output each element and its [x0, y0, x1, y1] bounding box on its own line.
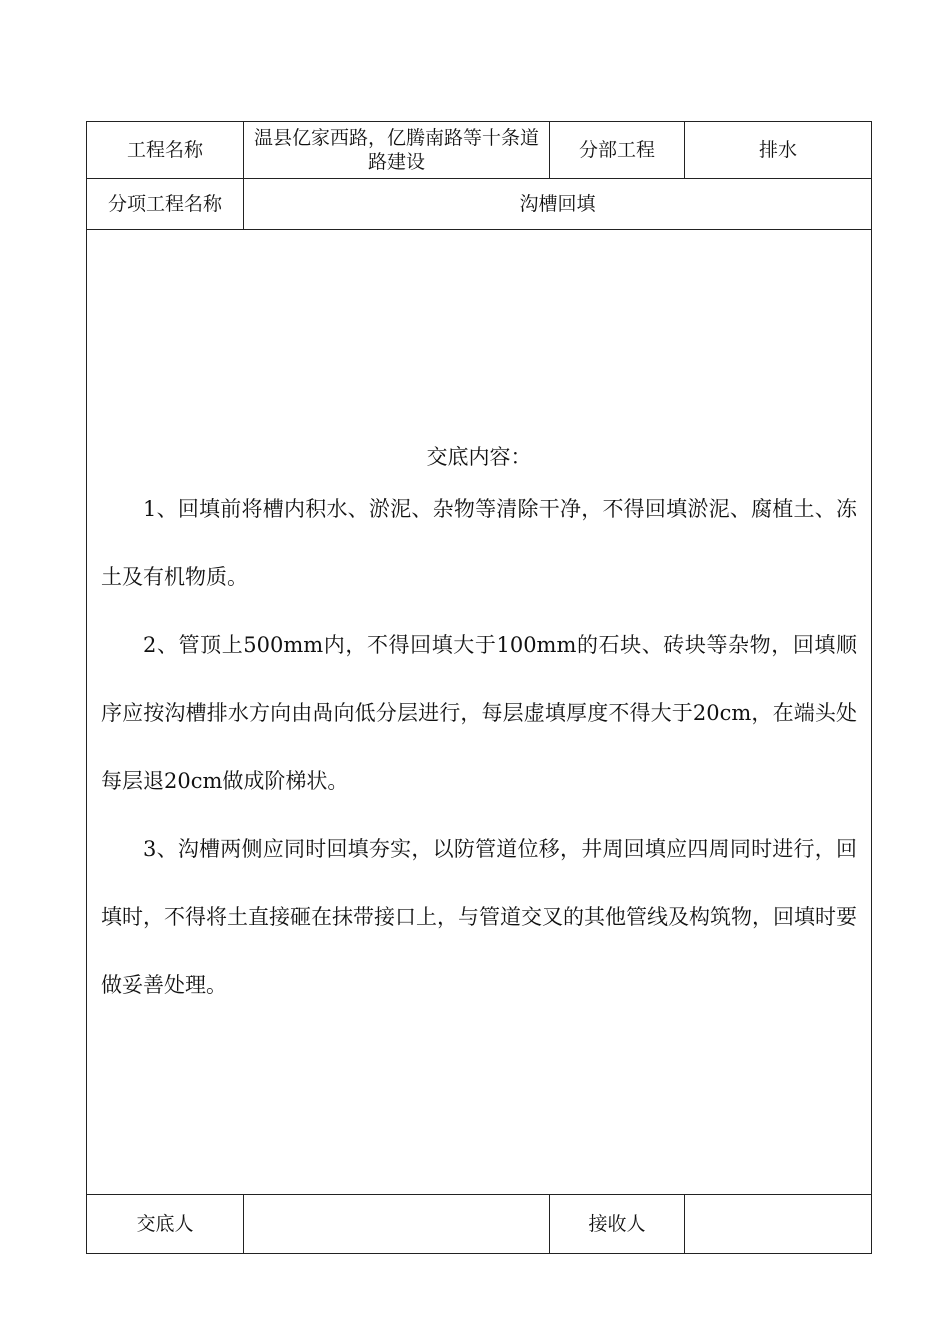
paragraph-2: 2、管顶上500mm内，不得回填大于100mm的石块、砖块等杂物，回填顺序应按沟槽排水方向由咼向低分层进行，每层虚填厚度不得大于20cm，在端头处每层退20cm做成阶梯状。	[101, 633, 857, 793]
receiver-label: 接收人	[550, 1195, 685, 1254]
subitem-row	[87, 179, 872, 230]
receiver-value[interactable]	[685, 1195, 872, 1254]
division-label: 分部工程	[550, 122, 685, 179]
disclosure-table	[86, 121, 872, 1254]
subitem-label: 分项工程名称	[87, 179, 244, 230]
content-cell	[87, 230, 872, 1195]
content-heading: 交底内容：	[426, 445, 532, 469]
project-name-label: 工程名称	[87, 122, 244, 179]
discloser-value[interactable]	[244, 1195, 550, 1254]
project-name-value: 温县亿家西路，亿腾南路等十条道路建设	[244, 122, 550, 179]
signature-row	[87, 1195, 872, 1254]
paragraph-1: 1、回填前将槽内积水、淤泥、杂物等清除干净，不得回填淤泥、腐植土、冻土及有机物质。	[101, 497, 857, 589]
project-row	[87, 122, 872, 179]
paragraph-3: 3、沟槽两侧应同时回填夯实，以防管道位移，井周回填应四周同时进行，回填时，不得将土直接砸在抹带接口上，与管道交叉的其他管线及构筑物，回填时要做妥善处理。	[101, 837, 857, 997]
discloser-label: 交底人	[87, 1195, 244, 1254]
division-value: 排水	[685, 122, 872, 179]
disclosure-content	[87, 405, 871, 1019]
content-row	[87, 230, 872, 1195]
subitem-value: 沟槽回填	[244, 179, 872, 230]
